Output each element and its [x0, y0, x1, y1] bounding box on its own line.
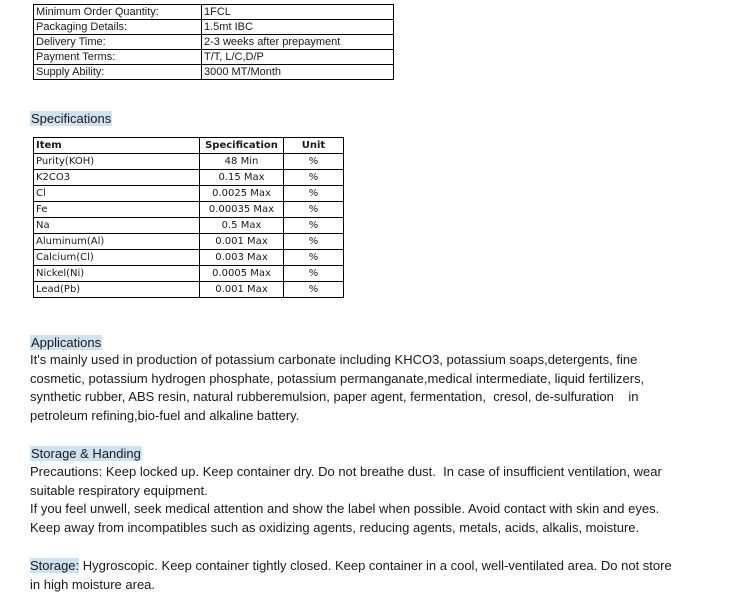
specifications-table: [33, 137, 344, 298]
text-line: If you feel unwell, seek medical attention and show the label when possible. Avoid contact with skin and eyes.: [30, 501, 660, 516]
storage-handling-text: [30, 463, 730, 537]
spec-item: K2CO3: [34, 170, 200, 186]
applications-heading: Applications: [31, 335, 102, 350]
spec-item: Nickel(Ni): [34, 266, 200, 282]
spec-value: 0.5 Max: [200, 218, 284, 234]
spec-item: Calcium(Cl): [34, 250, 200, 266]
spec-unit: %: [284, 282, 344, 298]
table-row: [34, 202, 344, 218]
spec-unit: %: [284, 202, 344, 218]
spec-item: Purity(KOH): [34, 154, 200, 170]
storage-label: Storage:: [30, 558, 80, 573]
table-row: [34, 50, 394, 65]
table-row: [34, 20, 394, 35]
table-row: [34, 266, 344, 282]
table-row: [34, 282, 344, 298]
column-header-unit: Unit: [284, 138, 344, 154]
spec-value: 0.001 Max: [200, 234, 284, 250]
term-key: Minimum Order Quantity:: [34, 5, 202, 20]
term-key: Delivery Time:: [34, 35, 202, 50]
spec-value: 0.003 Max: [200, 250, 284, 266]
table-row: [34, 218, 344, 234]
spec-unit: %: [284, 234, 344, 250]
spec-value: 0.15 Max: [200, 170, 284, 186]
table-row: [34, 65, 394, 80]
text-line: [30, 557, 730, 576]
storage-line-1: Hygroscopic. Keep container tightly closed. Keep container in a cool, well-ventilated area. Do not store: [79, 558, 672, 573]
spec-value: 0.00035 Max: [200, 202, 284, 218]
table-row: [34, 250, 344, 266]
spec-unit: %: [284, 266, 344, 282]
term-value: 1.5mt IBC: [202, 20, 394, 35]
spec-item: Cl: [34, 186, 200, 202]
spec-item: Na: [34, 218, 200, 234]
text-line: It's mainly used in production of potassium carbonate including KHCO3, potassium soaps,detergents, fine: [30, 352, 638, 367]
table-row: [34, 5, 394, 20]
text-line: in high moisture area.: [30, 576, 156, 592]
specifications-heading: Specifications: [31, 111, 112, 126]
spec-value: 0.001 Max: [200, 282, 284, 298]
column-header-item: Item: [34, 138, 200, 154]
spec-item: Fe: [34, 202, 200, 218]
spec-value: 48 Min: [200, 154, 284, 170]
text-line: petroleum refining,bio-fuel and alkaline battery.: [30, 407, 300, 423]
term-value: T/T, L/C,D/P: [202, 50, 394, 65]
term-value: 1FCL: [202, 5, 394, 20]
text-line: Precautions: Keep locked up. Keep container dry. Do not breathe dust. In case of insufficient ventilation, wear: [30, 464, 662, 479]
spec-unit: %: [284, 218, 344, 234]
term-key: Supply Ability:: [34, 65, 202, 80]
table-row: [34, 170, 344, 186]
spec-item: Lead(Pb): [34, 282, 200, 298]
table-row: [34, 186, 344, 202]
text-line: synthetic rubber, ABS resin, natural rubberemulsion, paper agent, fermentation, cresol, de-sulfuration in: [30, 389, 639, 404]
spec-unit: %: [284, 186, 344, 202]
spec-unit: %: [284, 250, 344, 266]
trade-terms-table: [33, 4, 394, 80]
text-line: suitable respiratory equipment.: [30, 482, 208, 498]
term-value: 3000 MT/Month: [202, 65, 394, 80]
spec-item: Aluminum(Al): [34, 234, 200, 250]
spec-unit: %: [284, 154, 344, 170]
table-row: [34, 35, 394, 50]
spec-value: 0.0025 Max: [200, 186, 284, 202]
text-line: Keep away from incompatibles such as oxidizing agents, reducing agents, metals, acids, alkalis, moisture.: [30, 519, 640, 535]
applications-text: [30, 351, 730, 425]
spec-unit: %: [284, 170, 344, 186]
table-header-row: [34, 138, 344, 154]
storage-handling-heading: Storage & Handing: [31, 446, 141, 461]
text-line: cosmetic, potassium hydrogen phosphate, potassium permanganate,medical intermediate, liquid fertilizers,: [30, 370, 645, 386]
spec-value: 0.0005 Max: [200, 266, 284, 282]
table-row: [34, 234, 344, 250]
term-key: Packaging Details:: [34, 20, 202, 35]
term-value: 2-3 weeks after prepayment: [202, 35, 394, 50]
storage-text: [30, 557, 730, 594]
column-header-specification: Specification: [200, 138, 284, 154]
table-row: [34, 154, 344, 170]
term-key: Payment Terms:: [34, 50, 202, 65]
